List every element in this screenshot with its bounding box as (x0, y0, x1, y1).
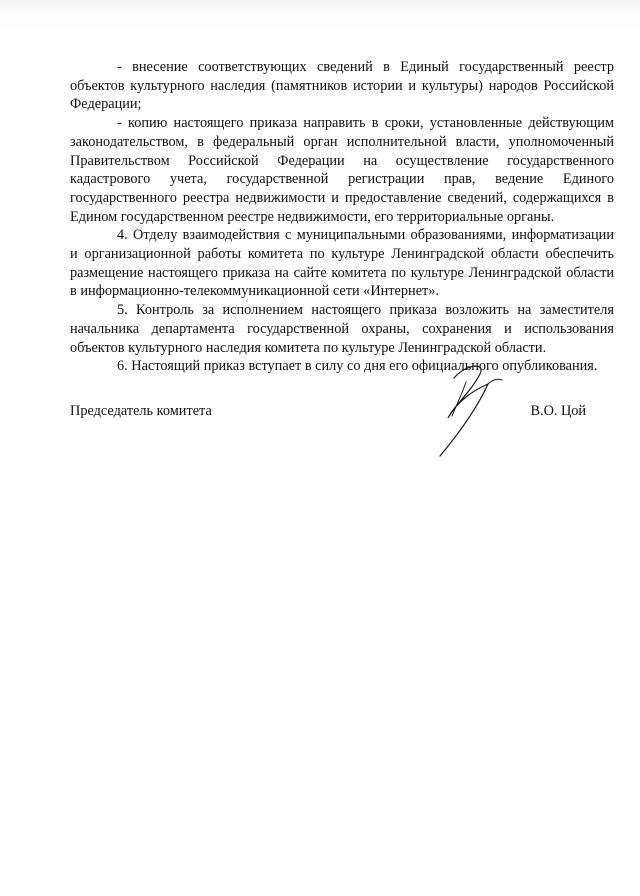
paragraph-item-4: 4. Отделу взаимодействия с муниципальными образованиями, информатизации и организационной работы комитета по культуре Ленинградской области обеспечить размещение настоящего приказа на сайте комитета по культуре Ленинградской области в информационно-телекоммуникационной сети «Интернет». (70, 227, 614, 300)
scan-top-edge (0, 0, 640, 32)
paragraph-registry-entry: - внесение соответствующих сведений в Единый государственный реестр объектов культурного наследия (памятников истории и культуры) народов Российской Федерации; (70, 59, 614, 113)
signature-block (70, 402, 614, 422)
document-body (70, 58, 614, 376)
paragraph-item-6: 6. Настоящий приказ вступает в силу со дня его официального опубликования. (117, 358, 598, 375)
paragraph-item-5: 5. Контроль за исполнением настоящего приказа возложить на заместителя начальника департамента государственной охраны, сохранения и использования объектов культурного наследия комитета по культуре Ленинградской области. (70, 302, 614, 356)
signer-position: Председатель комитета (70, 403, 212, 419)
signer-name: В.О. Цой (530, 403, 586, 419)
paragraph-copy-to-authority: - копию настоящего приказа направить в сроки, установленные действующим законодательством, в федеральный орган исполнительной власти, уполномоченный Правительством Российской Федерации на осуществление государственного кадастрового учета, государственной регистрации прав, ведение Единого государственного реестра недвижимости и предоставление сведений, содержащихся в Едином государственном реестре недвижимости, его территориальные органы. (70, 115, 614, 225)
